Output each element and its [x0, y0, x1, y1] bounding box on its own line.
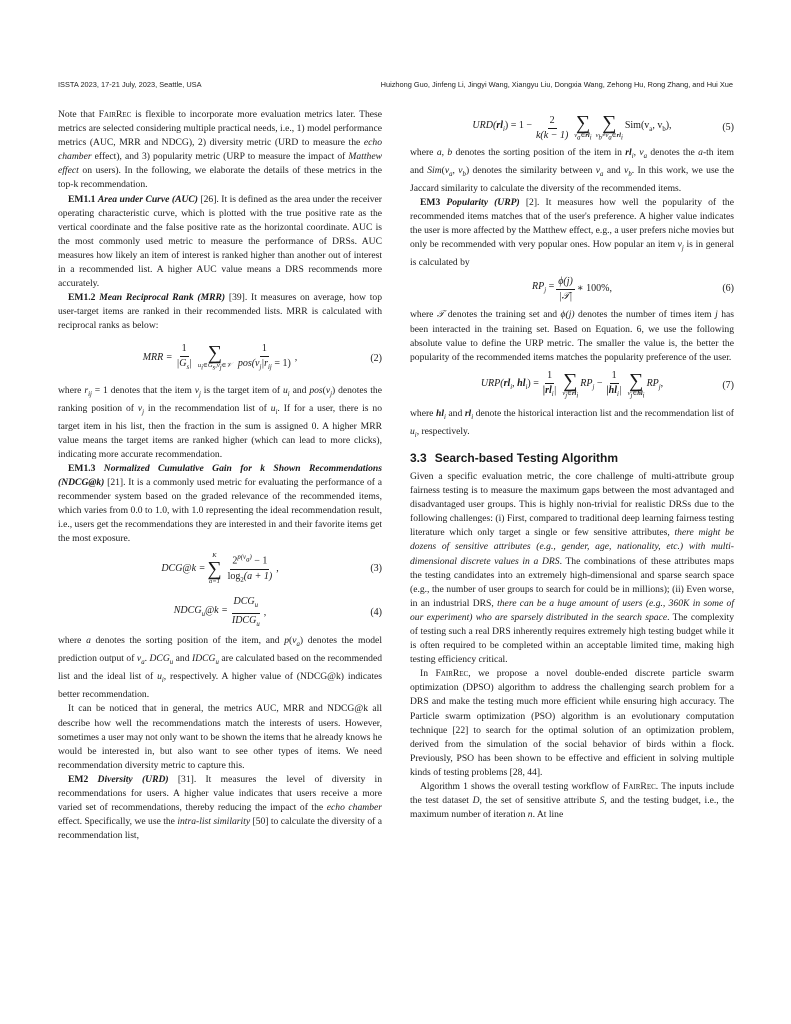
right-column — [410, 111, 735, 822]
equation-4: $NDCG_u@k$ = $\frac{DCG_u}{IDCG_u}$ , (4) — [173, 595, 382, 628]
intro-paragraph: Note that FairRec is flexible to incorporate more evaluation metrics later. These metrics are selected considering multiple practical needs, i.e., 1) model performance metrics (AUC, MRR and NDCG), 2) diversity metric (URD to measure the echo chamber effect), and 3) popularity metric (URP to measure the impact of Matthew effect on users). In the following, we elaborate the details of these metrics in the top-k recommendation. — [58, 109, 382, 191]
equation-5: $URD(rl_i) = 1$ − $\frac{2}{k(k - 1)}$ ∑ $v_a\in rl_i$ ∑ $v_b\ne v_a\in rl_i$ $Sim(v_a$, $v_b$), (5) — [472, 111, 734, 142]
equation-6: $RP_j$ = $\frac{\phi(j)}{\text{|𝒯|}}$ ∗ 100%, (6) — [531, 275, 734, 302]
notice-paragraph: It can be noticed that in general, the metrics AUC, MRR and NDCG@k all describe how well the recommendations match the interests of users. However, sometimes a user may not only want to be shown the items that he already knows he would be interested in, but also want to see other types of items. We need recommendation diversity metric to capture this. — [58, 703, 382, 771]
challenge-paragraph: Given a specific evaluation metric, the core challenge of multi-attribute group fairness testing is to measure the maximum gaps between the most advantaged and disadvantaged user groups. This is highly non-trivial for realistic DRSs due to the following challenges: (i) First, compared to traditional deep learning fairness testing literature which only target a single or few sensitive attributes, there might be dozens of sensitive attributes (e.g., gender, age, nationality, etc.) with multi-dimensional discrete values in a DRS. The combinations of these attributes maps the testing candidates into an extremely high-dimensional and sparse search space (e.g., the number of user groups to search for could be in millions); (ii) Even worse, in an industrial DRS, there can be a huge amount of users (e.g., 360K in some of our experiment) who are sparsely distributed in the search space. The complexity of testing such a real DRS inherently requires extremely high testing budget while it is often required to be completed within an acceptable limited time, making high testing efficiency critical. — [410, 470, 735, 666]
equation-number-7: (7) — [722, 379, 734, 391]
equation-number-4: (4) — [370, 607, 382, 619]
em13-paragraph: EM1.3 Normalized Cumulative Gain for k Shown Recommendations (NDCG@k) [21]. It is a commonly used metric for evaluating the performance of a recommender system based on the graded relevance of the recommended items, which varies from 0.0 to 1.0, with 1.0 representing the ideal recommendation result, i.e., users get the recommendations they are interested in and their favorite items get the most exposure. — [58, 462, 382, 545]
equation-7: $URP(rl_i$, $hl_i$) = $\frac{1}{|rl_i|}$ ∑ $v_j\in rl_i$ $RP_j$ − $\frac{1}{|hl_i|}$ ∑ $v_j\in hl_i$ $RP_j$, (7) — [480, 369, 734, 399]
hl-paragraph: where $hl_i$ and $rl_i$ denote the historical interaction list and the recommendation list of $u_i$, respectively. — [410, 407, 734, 439]
fairrec-name: FairRec — [435, 668, 469, 680]
running-header-venue: ISSTA 2023, 17-21 July, 2023, Seattle, USA — [58, 80, 202, 89]
em3-title: Popularity (URP) — [446, 197, 520, 209]
equation-number-5: (5) — [722, 121, 734, 133]
em12-title: Mean Reciprocal Rank (MRR) — [99, 292, 226, 304]
em12-paragraph: EM1.2 Mean Reciprocal Rank (MRR) [39]. It measures on average, how top user-target items are ranked in their recommended lists. MRR is calculated with reciprocal ranks as below: — [58, 292, 382, 332]
section-heading — [410, 451, 734, 465]
em2-title: Diversity (URD) — [97, 773, 169, 785]
dpso-paragraph: In FairRec, we propose a novel double-ended discrete particle swarm optimization (DPSO) algorithm to address the challenging search problem for a DRS and make the testing much more efficient while ensuring high accuracy. The Particle swarm optimization (PSO) algorithm is an evolutionary computation technique [22] to search for the optimal solution of an optimization problem, derived from the simulation of the social behavior of birds within a flock. Previously, PSO has been shown to be effective and efficient in solving multiple kinds of testing problems [28, 44]. — [410, 668, 735, 778]
em11-title: Area under Curve (AUC) — [97, 193, 198, 205]
ab-paragraph: where a, b denotes the sorting position of the item in $rl_i$, $v_a$ denotes the a-th item and $Sim(v_a$, $v_b$) denotes the similarity between $v_a$ and $v_b$. In this work, we use the Jaccard similarity to calculate the diversity of the recommended items. — [410, 147, 735, 194]
equation-number-6: (6) — [722, 283, 734, 295]
fairrec-name: FairRec — [623, 781, 656, 792]
left-column — [58, 108, 382, 843]
em3-paragraph: EM3 Popularity (URP) [2]. It measures how well the popularity of the recommended items matches that of the user's preference. A higher value indicates the user is more affected by the Matthew effect, e.g., a user prefers niche movies but only be recommended with very popular ones. How popular an item $v_j$ is in general is calculated by — [410, 197, 734, 269]
em2-paragraph: EM2 Diversity (URD) [31]. It measures the level of diversity in recommendations for users. A higher value indicates that users receive a more varied set of recommendations, thereby reducing the impact of the echo chamber effect. Specifically, we use the intra-list similarity [50] to calculate the diversity of a recommendation list, — [58, 773, 382, 842]
fairrec-name: FairRec — [98, 109, 132, 120]
em11-paragraph: EM1.1 Area under Curve (AUC) [26]. It is defined as the area under the receiver operating characteristic curve, which is plotted with the true positive rate as the vertical coordinate and the false positive rate as the horizontal coordinate. AUC is the most commonly used metric to measure the performance of DRSs. AUC measures how likely an item of interest is ranked higher than another out of interest in a recommended list. A higher AUC value means a DRS recommends more accurately. — [58, 193, 382, 290]
section-number: 3.3 — [410, 450, 427, 465]
equation-2: MRR = $\frac{1}{|G_s|}$ ∑ $u_i\in G_s,v_j\in 𝒱$ $\frac{1}{pos(v_j|r_{ij} = 1)}$ , (2) — [142, 342, 382, 372]
rij-paragraph: where $r_{ij} = 1$ denotes that the item $v_j$ is the target item of $u_i$ and $pos(v_j)$ denotes the ranking position of $v_j$ in the recommendation list of $u_i$. If for a user, there is no target item in his list, then the fraction in the sum is assigned 0. A higher MRR value means the target items are ranked higher (which can lead to more clicks), indicating more accurate recommendation. — [58, 384, 382, 460]
algorithm-paragraph: Algorithm 1 shows the overall testing workflow of FairRec. The inputs include the test dataset D, the set of sensitive attribute S, and the testing budget, i.e., the maximum number of iteration n. At line — [410, 781, 735, 821]
equation-number-3: (3) — [370, 563, 382, 575]
training-set-paragraph: where 𝒯 denotes the training set and ϕ(j) denotes the number of times item j has been interacted in the training set. Based on Equation. 6, we use the following absolute value to define the URP metric. The smaller the value is, the better the popularity of the recommended items matches the popularity preference of the user. — [410, 309, 734, 363]
em13-title: Normalized Cumulative Gain for k Shown Recommendations (NDCG@k) — [58, 462, 382, 488]
equation-3: DCG@k = K ∑ a=1 $\frac{2^{p(v_a)} - 1}{\log_2(a + 1)}$ , (3) — [161, 552, 382, 586]
section-title: Search-based Testing Algorithm — [434, 450, 619, 465]
equation-number-2: (2) — [370, 352, 382, 364]
running-header-authors: Huizhong Guo, Jinfeng Li, Jingyi Wang, Xiangyu Liu, Dongxia Wang, Zehong Hu, Rong Zhang, and Hui Xue — [380, 80, 733, 89]
dcg-paragraph: where a denotes the sorting position of the item, and $p(v_a)$ denotes the model prediction output of $v_a$. $DCG_u$ and $IDCG_u$ are calculated based on the recommended list and the ideal list of $u_i$, respectively. A higher value of (NDCG@k) indicates better recommendation. — [58, 635, 383, 701]
